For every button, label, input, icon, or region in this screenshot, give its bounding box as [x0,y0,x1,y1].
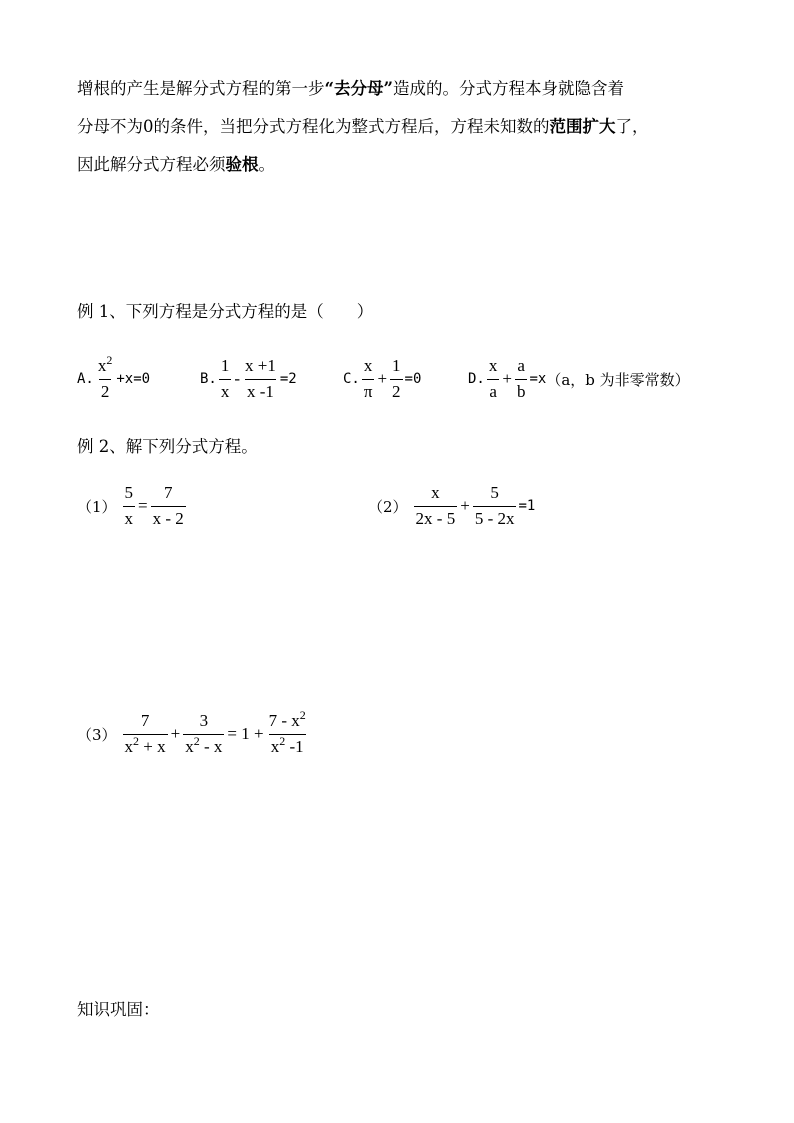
option-b: B. $\frac{1}{x}$ - $\frac{x +1}{x -1}$ =2 [200,356,297,401]
fraction: $\frac{x +1}{x -1}$ [245,356,276,401]
fraction: $\frac{x}{a}$ [488,356,498,401]
fraction: $\frac{x}{2x - 5}$ [415,483,456,528]
fraction: $\frac{x^2}{2}$ [97,353,113,401]
option-d-note: （a，b 为非零常数） [546,370,690,389]
bold-range-expand: 范围扩大 [549,117,616,136]
fraction: $\frac{a}{b}$ [516,356,526,401]
quote-denominator-removal: “去分母” [324,79,393,98]
option-d: D. $\frac{x}{a}$ + $\frac{a}{b}$ =x （a，b 为非零常数） [468,356,690,401]
bold-check-root: 验根 [225,155,259,174]
intro-line-2: 分母不为0的条件，当把分式方程化为整式方程后，方程未知数的范围扩大了， [77,117,649,136]
fraction: $\frac{5}{x}$ [124,483,134,528]
fraction: $\frac{x}{\pi}$ [363,356,373,401]
intro-paragraph [77,70,727,184]
consolidation-title: 知识巩固： [77,1000,160,1019]
fraction: $\frac{1}{2}$ [392,356,401,401]
fraction: $\frac{7 - x^2}{x^2 -1}$ [268,708,306,756]
fraction: $\frac{7}{x - 2}$ [152,483,184,528]
fraction: $\frac{3}{x^2 - x}$ [185,711,223,756]
example-1-title: 例 1、下列方程是分式方程的是（ ） [77,302,374,321]
problem-3: （3） $\frac{7}{x^2 + x}$ + $\frac{3}{x^2 - x}$ = 1 + $\frac{7 - x^2}{x^2 -1}$ [77,708,306,756]
problem-2: （2） $\frac{x}{2x - 5}$ + $\frac{5}{5 - 2x}$ =1 [368,483,536,528]
intro-line-3: 因此解分式方程必须验根。 [77,155,275,174]
fraction: $\frac{5}{5 - 2x}$ [474,483,515,528]
option-c: C. $\frac{x}{\pi}$ + $\frac{1}{2}$ =0 [343,356,422,401]
fraction: $\frac{1}{x}$ [220,356,230,401]
option-a: A. $\frac{x^2}{2}$ +x=0 [77,353,151,401]
problem-1: （1） $\frac{5}{x}$ = $\frac{7}{x - 2}$ [77,483,184,528]
example-2-title: 例 2、解下列分式方程。 [77,437,258,456]
fraction: $\frac{7}{x^2 + x}$ [124,711,166,756]
intro-line-1: 增根的产生是解分式方程的第一步“去分母”造成的。分式方程本身就隐含着 [77,79,624,98]
